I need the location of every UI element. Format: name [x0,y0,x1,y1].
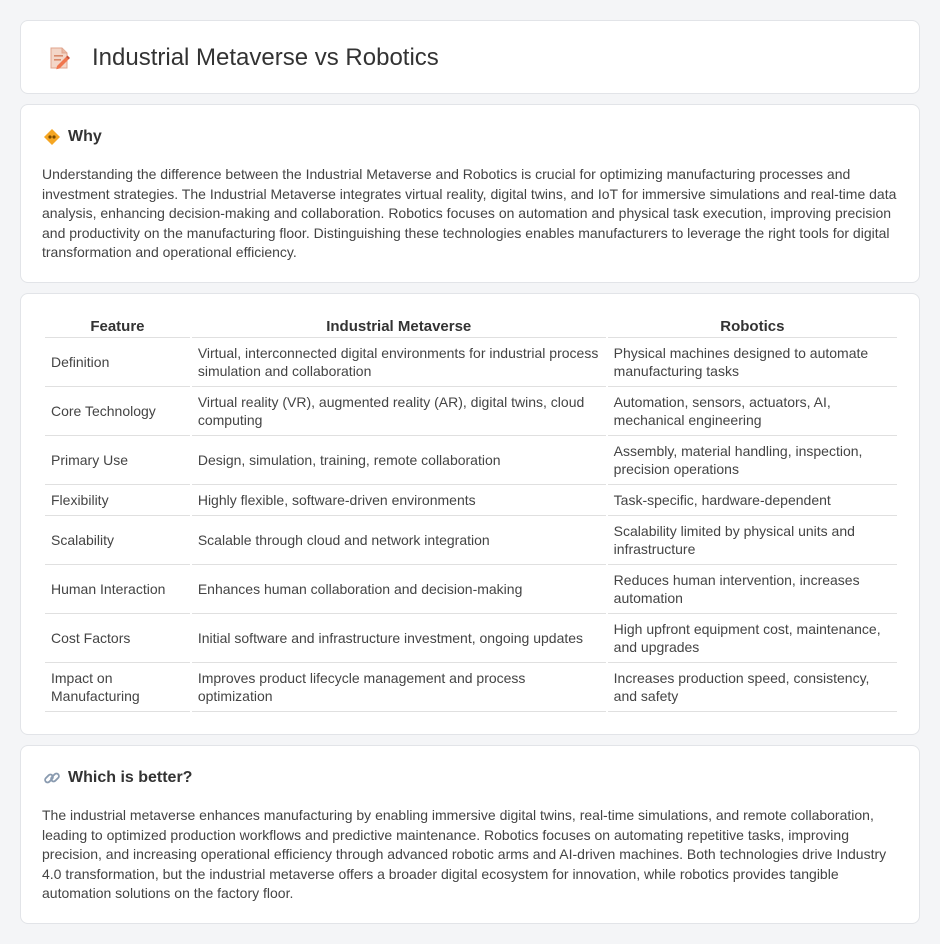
feature-cell: Primary Use [45,436,190,485]
metaverse-cell: Initial software and infrastructure investment, ongoing updates [192,614,606,663]
metaverse-cell: Improves product lifecycle management and process optimization [192,663,606,712]
robotics-cell: High upfront equipment cost, maintenance, and upgrades [608,614,897,663]
why-title: Why [68,128,102,145]
metaverse-cell: Design, simulation, training, remote collaboration [192,436,606,485]
puzzle-sparkle-icon [42,127,62,147]
title-row [46,44,439,72]
table-header-row [45,316,897,338]
metaverse-cell: Scalable through cloud and network integration [192,516,606,565]
document-edit-icon [46,45,72,71]
header-card [20,20,920,94]
metaverse-cell: Virtual reality (VR), augmented reality (AR), digital twins, cloud computing [192,387,606,436]
why-heading [42,127,102,147]
metaverse-cell: Enhances human collaboration and decision-making [192,565,606,614]
better-heading [42,768,192,788]
robotics-cell: Reduces human intervention, increases automation [608,565,897,614]
comparison-table [43,316,899,712]
which-is-better-card [20,745,920,924]
table-row [45,663,897,712]
feature-cell: Flexibility [45,485,190,516]
table-row [45,565,897,614]
table-row [45,436,897,485]
robotics-cell: Scalability limited by physical units and infrastructure [608,516,897,565]
link-icon [42,768,62,788]
header-robotics: Robotics [608,316,897,338]
feature-cell: Scalability [45,516,190,565]
table-row [45,485,897,516]
metaverse-cell: Virtual, interconnected digital environments for industrial process simulation and collaboration [192,338,606,387]
header-feature: Feature [45,316,190,338]
better-text: The industrial metaverse enhances manufacturing by enabling immersive digital twins, real-time simulations, and remote collaboration, leading to optimized production workflows and predictive maintenance. Robotics focuses on automating repetitive tasks, improving precision, and increasing operational efficiency through advanced robotic arms and AI-driven machines. Both technologies drive Industry 4.0 transformation, but the industrial metaverse offers a broader digital ecosystem for innovation, while robotics provides tangible automation solutions on the factory floor. [42,807,887,902]
table-row [45,614,897,663]
feature-cell: Definition [45,338,190,387]
robotics-cell: Assembly, material handling, inspection, precision operations [608,436,897,485]
comparison-card [20,293,920,735]
page-title: Industrial Metaverse vs Robotics [92,44,439,71]
table-row [45,516,897,565]
feature-cell: Impact on Manufacturing [45,663,190,712]
why-card [20,104,920,283]
header-industrial-metaverse: Industrial Metaverse [192,316,606,338]
feature-cell: Core Technology [45,387,190,436]
robotics-cell: Increases production speed, consistency, and safety [608,663,897,712]
better-title: Which is better? [68,769,193,786]
robotics-cell: Physical machines designed to automate manufacturing tasks [608,338,897,387]
feature-cell: Cost Factors [45,614,190,663]
feature-cell: Human Interaction [45,565,190,614]
robotics-cell: Automation, sensors, actuators, AI, mechanical engineering [608,387,897,436]
table-row [45,387,897,436]
robotics-cell: Task-specific, hardware-dependent [608,485,897,516]
why-text: Understanding the difference between the Industrial Metaverse and Robotics is crucial for optimizing manufacturing processes and investment strategies. The Industrial Metaverse integrates virtual reality, digital twins, and IoT for immersive simulations and real-time data analysis, enhancing decision-making and collaboration. Robotics focuses on automation and physical task execution, improving precision and productivity on the manufacturing floor. Distinguishing these technologies enables manufacturers to leverage the right tools for digital transformation and operational efficiency. [42,166,897,261]
table-row [45,338,897,387]
metaverse-cell: Highly flexible, software-driven environments [192,485,606,516]
